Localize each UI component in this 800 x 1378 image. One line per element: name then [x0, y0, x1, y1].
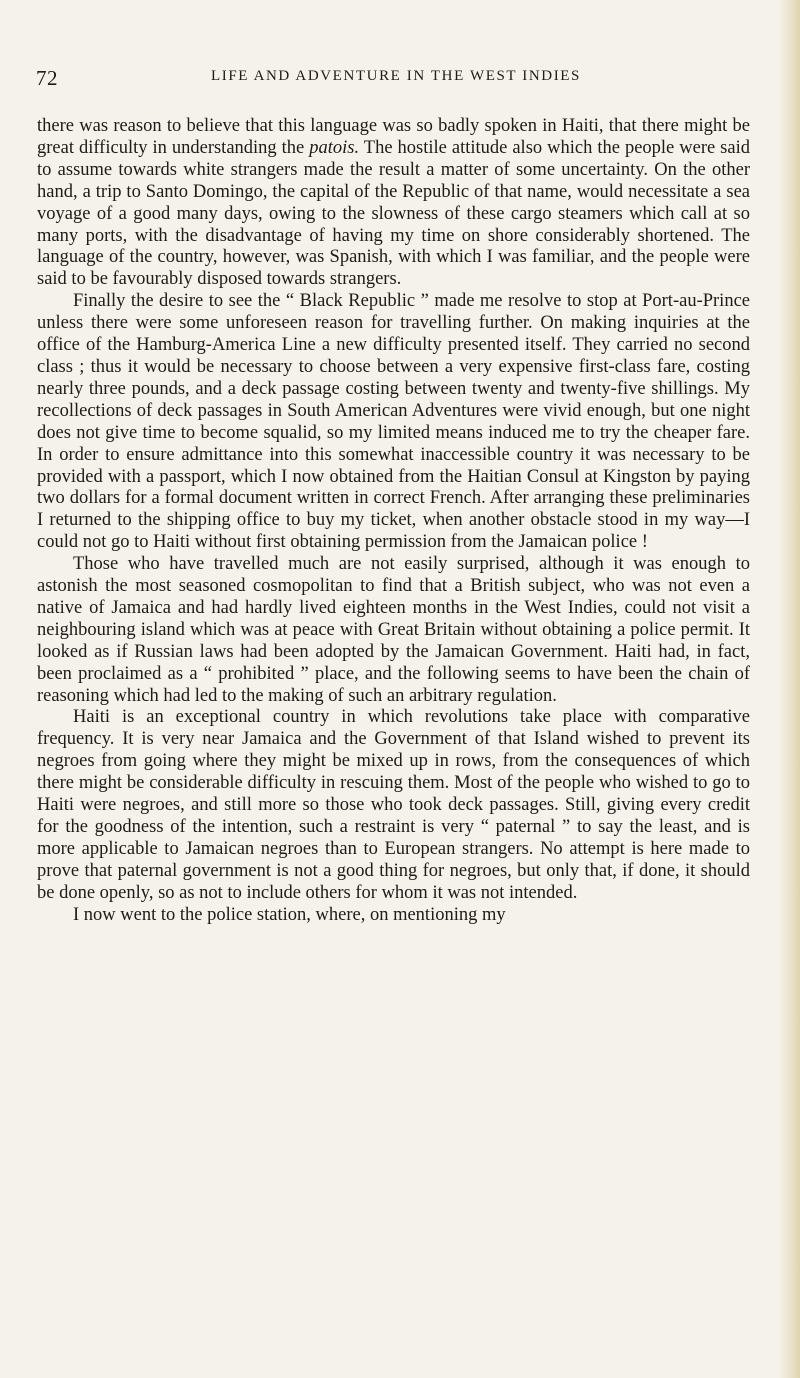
paragraph-1-before: there was reason to believe that this language was so badly spoken in Haiti, that there might be great difficulty in understanding the	[37, 116, 750, 158]
page-number: 72	[36, 66, 58, 90]
page-header	[36, 64, 756, 90]
body-text	[37, 116, 750, 927]
paragraph-3: Those who have travelled much are not easily surprised, although it was enough to astonish the most seasoned cosmopolitan to find that a British subject, who was not even a native of Jamaica and had hardly lived eighteen months in the West Indies, could not visit a neighbouring island which was at peace with Great Britain without obtaining a police permit. It looked as if Russian laws had been adopted by the Jamaican Government. Haiti had, in fact, been proclaimed as a “ prohibited ” place, and the following seems to have been the chain of reasoning which had led to the making of such an arbitrary regulation.	[37, 554, 750, 706]
running-head: LIFE AND ADVENTURE IN THE WEST INDIES	[210, 68, 582, 84]
patois-italic: patois.	[309, 137, 360, 158]
paragraph-4: Haiti is an exceptional country in which revolutions take place with comparative frequency. It is very near Jamaica and the Government of that Island wished to prevent its negroes from going where they might be mixed up in rows, from the consequences of which there might be considerable difficulty in rescuing them. Most of the people who wished to go to Haiti were negroes, and still more so those who took deck passages. Still, giving every credit for the goodness of the intention, such a restraint is very “ paternal ” to say the least, and is more applicable to Jamaican negroes than to European strangers. No attempt is here made to prove that paternal government is not a good thing for negroes, but only that, if done, it should be done openly, so as not to include others for whom it was not intended.	[37, 707, 750, 903]
paragraph-1	[37, 116, 750, 291]
paragraph-2: Finally the desire to see the “ Black Republic ” made me resolve to stop at Port-au-Prince unless there were some unforeseen reason for travelling further. On making inquiries at the office of the Hamburg-America Line a new difficulty presented itself. They carried no second class ; thus it would be necessary to choose between a very expensive first-class fare, costing nearly three pounds, and a deck passage costing between twenty and twenty-five shillings. My recollections of deck passages in South American Adventures were vivid enough, but one night does not give time to become squalid, so my limited means induced me to try the cheaper fare. In order to ensure admittance into this somewhat inaccessible country it was necessary to be provided with a passport, which I now obtained from the Haitian Consul at Kingston by paying two dollars for a formal document written in correct French. After arranging these preliminaries I returned to the shipping office to buy my ticket, when another obstacle stood in my way—I could not go to Haiti without first obtaining permission from the Jamaican police !	[37, 291, 750, 553]
paragraph-5: I now went to the police station, where, on mentioning my	[73, 904, 506, 925]
paragraph-1-after: The hostile attitude also which the people were said to assume towards white strangers made the result a matter of some uncertainty. On the other hand, a trip to Santo Domingo, the capital of the Republic of that name, would necessitate a sea voyage of a good many days, owing to the slowness of these cargo steamers which call at so many ports, with the disadvantage of having my time on shore considerably shortened. The language of the country, however, was Spanish, with which I was familiar, and the people were said to be favourably disposed towards strangers.	[37, 137, 750, 290]
page-edge-shadow	[778, 0, 800, 1378]
